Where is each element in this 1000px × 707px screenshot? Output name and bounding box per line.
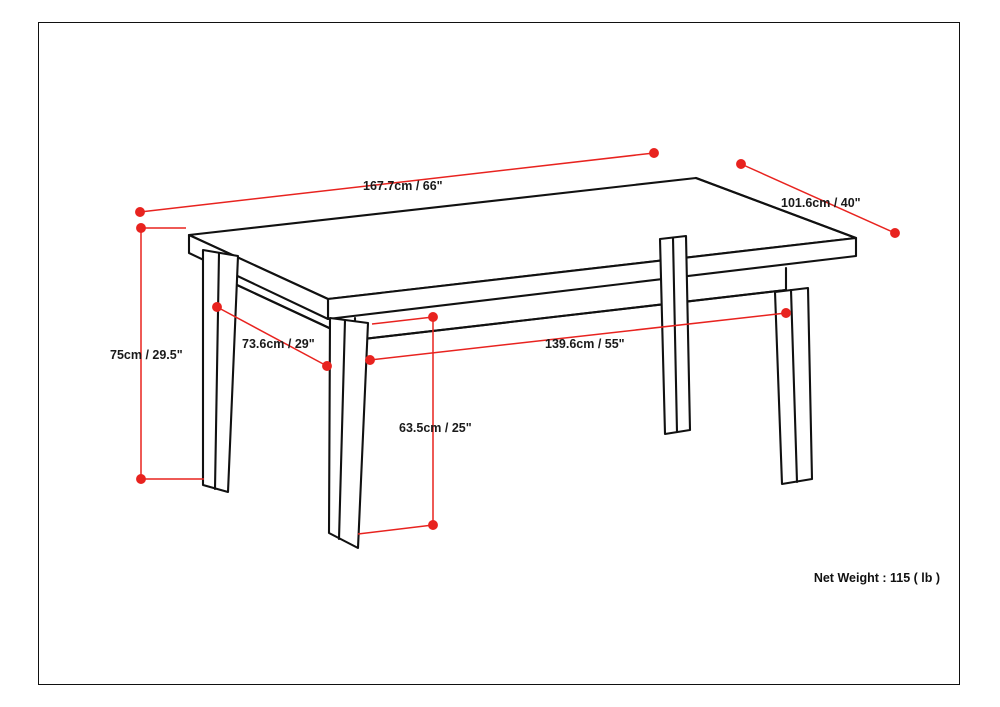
dim-ext-leg-top (372, 317, 433, 324)
dim-point (737, 160, 745, 168)
dimension-label-table-width: 167.7cm / 66" (363, 179, 443, 193)
leg-back-left (203, 250, 238, 492)
table-illustration (189, 178, 856, 548)
dim-point (650, 149, 658, 157)
dim-point (323, 362, 331, 370)
dimension-label-table-height: 75cm / 29.5" (110, 348, 183, 362)
leg-front-left (329, 318, 368, 548)
dimension-label-apron-length: 139.6cm / 55" (545, 337, 625, 351)
dimension-label-leg-clearance: 73.6cm / 29" (242, 337, 315, 351)
dimension-label-table-depth: 101.6cm / 40" (781, 196, 861, 210)
dimension-label-leg-height: 63.5cm / 25" (399, 421, 472, 435)
dim-point (782, 309, 790, 317)
dim-point (366, 356, 374, 364)
dim-ext-leg-bottom (358, 525, 433, 534)
dim-point (213, 303, 221, 311)
net-weight-label: Net Weight : 115 ( lb ) (813, 571, 940, 585)
dim-point (136, 208, 144, 216)
dim-point (891, 229, 899, 237)
